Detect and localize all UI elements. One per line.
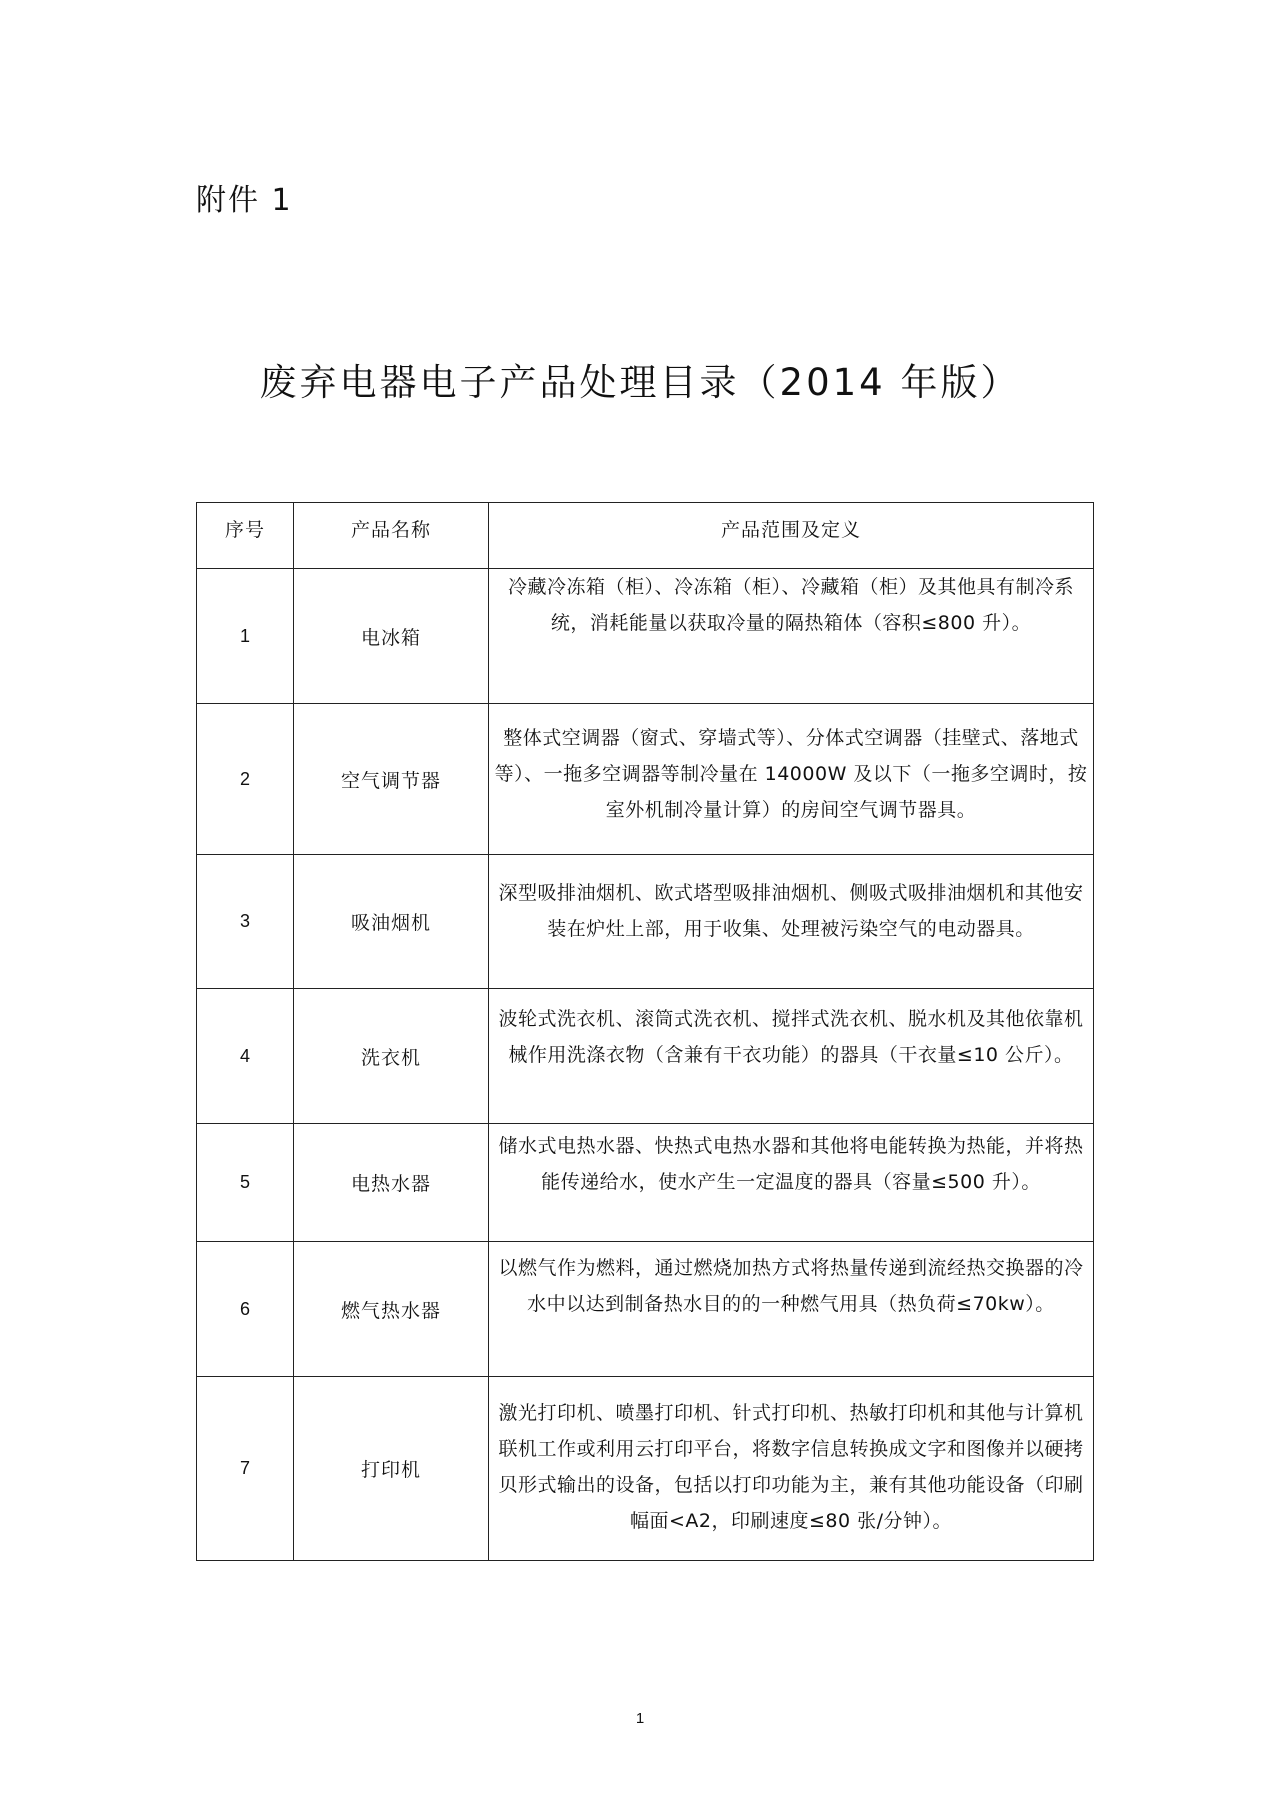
- header-definition: 产品范围及定义: [489, 503, 1094, 569]
- row-product-name: 电热水器: [294, 1124, 489, 1242]
- row-product-name: 打印机: [294, 1377, 489, 1561]
- row-number: 4: [197, 989, 294, 1124]
- table-row: [197, 1124, 1094, 1242]
- header-number: 序号: [197, 503, 294, 569]
- row-number: 2: [197, 704, 294, 855]
- table-row: [197, 569, 1094, 704]
- row-definition: 冷藏冷冻箱（柜）、冷冻箱（柜）、冷藏箱（柜）及其他具有制冷系统，消耗能量以获取冷量的隔热箱体（容积≤800 升）。: [489, 569, 1094, 704]
- row-number: 5: [197, 1124, 294, 1242]
- table-row: [197, 989, 1094, 1124]
- row-number: 6: [197, 1242, 294, 1377]
- table-row: [197, 704, 1094, 855]
- row-number: 3: [197, 855, 294, 989]
- row-product-name: 燃气热水器: [294, 1242, 489, 1377]
- page-title: 废弃电器电子产品处理目录（2014 年版）: [259, 361, 1021, 404]
- header-name: 产品名称: [294, 503, 489, 569]
- table-row: [197, 1377, 1094, 1561]
- row-definition: 以燃气作为燃料，通过燃烧加热方式将热量传递到流经热交换器的冷水中以达到制备热水目的的一种燃气用具（热负荷≤70kw）。: [489, 1242, 1094, 1377]
- row-definition: 深型吸排油烟机、欧式塔型吸排油烟机、侧吸式吸排油烟机和其他安装在炉灶上部，用于收集、处理被污染空气的电动器具。: [489, 855, 1094, 989]
- row-definition: 激光打印机、喷墨打印机、针式打印机、热敏打印机和其他与计算机联机工作或利用云打印平台，将数字信息转换成文字和图像并以硬拷贝形式输出的设备，包括以打印功能为主，兼有其他功能设备（印刷幅面<A2，印刷速度≤80 张/分钟）。: [489, 1377, 1094, 1561]
- attachment-label: 附件 1: [196, 183, 293, 218]
- row-definition: 波轮式洗衣机、滚筒式洗衣机、搅拌式洗衣机、脱水机及其他依靠机械作用洗涤衣物（含兼有干衣功能）的器具（干衣量≤10 公斤）。: [489, 989, 1094, 1124]
- row-product-name: 空气调节器: [294, 704, 489, 855]
- row-definition: 储水式电热水器、快热式电热水器和其他将电能转换为热能，并将热能传递给水，使水产生一定温度的器具（容量≤500 升）。: [489, 1124, 1094, 1242]
- catalog-table: [196, 502, 1094, 1561]
- row-definition: 整体式空调器（窗式、穿墙式等）、分体式空调器（挂壁式、落地式等）、一拖多空调器等制冷量在 14000W 及以下（一拖多空调时，按室外机制冷量计算）的房间空气调节器具。: [489, 704, 1094, 855]
- row-product-name: 吸油烟机: [294, 855, 489, 989]
- row-number: 7: [197, 1377, 294, 1561]
- table-header-row: [197, 503, 1094, 569]
- row-product-name: 洗衣机: [294, 989, 489, 1124]
- row-product-name: 电冰箱: [294, 569, 489, 704]
- row-number: 1: [197, 569, 294, 704]
- page-number: 1: [635, 1710, 645, 1727]
- table-row: [197, 1242, 1094, 1377]
- table-row: [197, 855, 1094, 989]
